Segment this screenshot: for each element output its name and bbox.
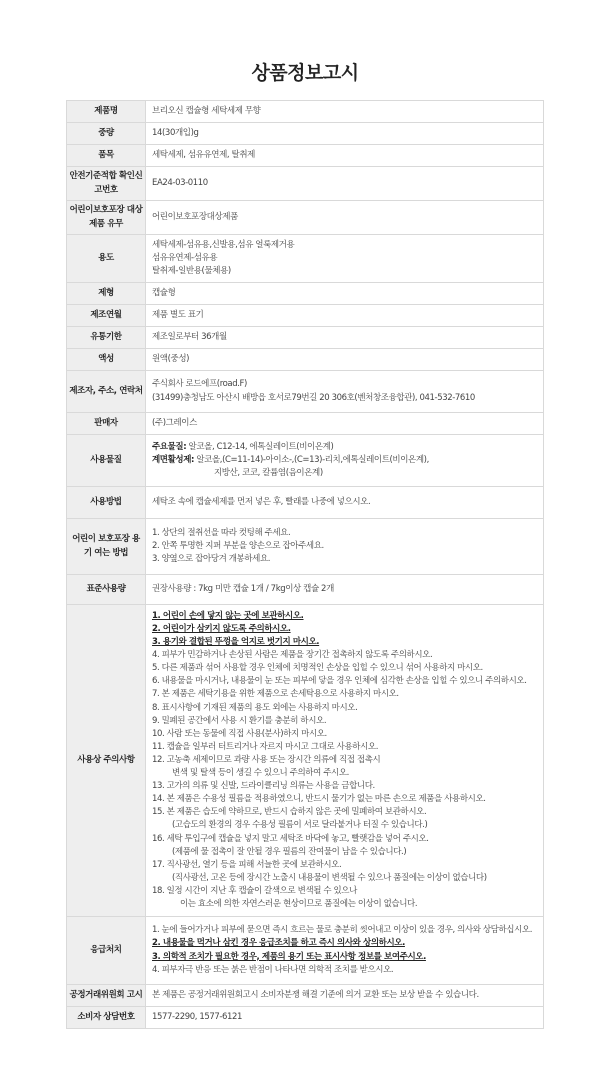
row-label-caution: 사용상 주의사항 xyxy=(67,605,146,917)
row-label-name: 제품명 xyxy=(67,101,146,123)
caution-line: 12. 고농축 세제이므로 과량 사용 또는 장시간 의류에 직접 접촉시 xyxy=(152,754,381,765)
row-label-substance: 사용물질 xyxy=(67,435,146,487)
table-row xyxy=(67,201,544,235)
first-aid-line: 1. 눈에 들어가거나 피부에 묻으면 즉시 흐르는 물로 충분히 씻어내고 이상이 있을 경우, 의사와 상담하십시오. xyxy=(152,925,533,936)
row-label-usage: 용도 xyxy=(67,235,146,283)
caution-line: 10. 사람 또는 동물에 직접 사용(분사)하지 마시오. xyxy=(152,728,327,739)
caution-line: 6. 내용물을 마시거나, 내용물이 눈 또는 피부에 닿을 경우 인체에 심각한 손상을 입힐 수 있으니 주의하시오. xyxy=(152,676,527,687)
row-value-substance xyxy=(146,435,544,487)
row-label-color: 액성 xyxy=(67,349,146,371)
substance-surf-key: 계면활성제: xyxy=(152,454,195,465)
row-value-name: 브리오신 캡슐형 세탁세제 무향 xyxy=(146,101,544,123)
row-label-seller: 판매자 xyxy=(67,413,146,435)
caution-line: (제품에 물 접촉이 잘 안될 경우 필름의 잔여물이 남을 수 있습니다.) xyxy=(172,846,407,857)
table-row xyxy=(67,123,544,145)
maker-line: (31499)충청남도 아산시 배방읍 호서로79번길 20 306호(벤처창조융합관), 041-532-7610 xyxy=(152,392,475,403)
substance-surf-line xyxy=(152,454,543,467)
table-row xyxy=(67,487,544,519)
row-value-weight: 14(30개입)g xyxy=(146,123,544,145)
caution-line: 18. 일정 시간이 지난 후 캡슐이 갈색으로 변색될 수 있으나 xyxy=(152,885,357,896)
caution-line: 11. 캡슐을 일부러 터트리거나 자르지 마시고 그대로 사용하시오. xyxy=(152,741,379,752)
table-row xyxy=(67,519,544,575)
row-label-open: 어린이 보호포장 용기 여는 방법 xyxy=(67,519,146,575)
row-value-color: 원액(중성) xyxy=(146,349,544,371)
caution-line: 16. 세탁 투입구에 캡슐을 넣지 말고 세탁조 바닥에 놓고, 빨랫감을 넣어 주시오. xyxy=(152,833,429,844)
maker-line: 주식회사 로드에프(road.F) xyxy=(152,379,247,390)
row-value-form: 캡슐형 xyxy=(146,283,544,305)
row-value-maker xyxy=(146,371,544,413)
row-label-method: 사용방법 xyxy=(67,487,146,519)
row-label-form: 제형 xyxy=(67,283,146,305)
page-title: 상품정보고시 xyxy=(251,62,359,84)
caution-line: (고습도의 환경의 경우 수용성 필름이 서로 달라붙거나 터질 수 있습니다.) xyxy=(172,820,428,831)
row-label-ftc: 공정거래위원회 고시 xyxy=(67,985,146,1007)
table-row xyxy=(67,575,544,605)
table-row xyxy=(67,167,544,201)
row-label-category: 품목 xyxy=(67,145,146,167)
caution-line: 8. 표시사항에 기재된 제품의 용도 외에는 사용하지 마시오. xyxy=(152,702,358,713)
row-value-ftc: 본 제품은 공정거래위원회고시 소비자분쟁 해결 기준에 의거 교환 또는 보상 받을 수 있습니다. xyxy=(146,985,544,1007)
row-value-usage xyxy=(146,235,544,283)
usage-line: 세탁세제-섬유용,신발용,섬유 얼룩제거용 xyxy=(152,239,295,250)
row-value-expiry: 제조일로부터 36개월 xyxy=(146,327,544,349)
first-aid-bold-line: 3. 의학적 조치가 필요한 경우, 제품의 용기 또는 표시사항 정보를 보여주시오. xyxy=(152,951,426,962)
row-value-safety: EA24-03-0110 xyxy=(146,167,544,201)
row-value-mfg-date: 제품 별도 표기 xyxy=(146,305,544,327)
open-line: 1. 상단의 절취선을 따라 컷팅해 주세요. xyxy=(152,527,291,538)
table-row xyxy=(67,235,544,283)
table-row xyxy=(67,605,544,917)
caution-line: 변색 및 탈색 등이 생길 수 있으니 주의하여 주시오. xyxy=(172,768,349,779)
table-row xyxy=(67,435,544,487)
row-value-first-aid xyxy=(146,917,544,985)
substance-surf-cont: 지방산, 코코, 칼륨염(음이온계) xyxy=(214,468,323,479)
caution-line: 14. 본 제품은 수용성 필름을 적용하였으니, 반드시 물기가 없는 마른 손으로 제품을 사용하시오. xyxy=(152,794,486,805)
row-label-safety: 안전기준적합 확인신고번호 xyxy=(67,167,146,201)
table-row xyxy=(67,413,544,435)
caution-line: 4. 피부가 민감하거나 손상된 사람은 제품을 장기간 접촉하지 않도록 주의하시오. xyxy=(152,650,433,661)
caution-line: 9. 밀폐된 공간에서 사용 시 환기를 충분히 하시오. xyxy=(152,715,327,726)
table-row xyxy=(67,327,544,349)
caution-bold-line: 2. 어린이가 삼키지 않도록 주의하시오. xyxy=(152,624,291,635)
substance-main-line xyxy=(152,441,543,454)
row-label-consult: 소비자 상담번호 xyxy=(67,1007,146,1029)
product-info-table xyxy=(66,100,544,1029)
row-label-dose: 표준사용량 xyxy=(67,575,146,605)
first-aid-bold-line: 2. 내용물을 먹거나 삼킨 경우 응급조치를 하고 즉시 의사와 상의하시오. xyxy=(152,938,405,949)
table-row xyxy=(67,305,544,327)
caution-bold-line: 3. 용기와 결합된 뚜껑을 억지로 벗기지 마시오. xyxy=(152,637,320,648)
row-label-weight: 중량 xyxy=(67,123,146,145)
row-label-first-aid: 응급처치 xyxy=(67,917,146,985)
table-row xyxy=(67,985,544,1007)
caution-line: 15. 본 제품은 습도에 약하므로, 반드시 습하지 않은 곳에 밀폐하여 보관하시오. xyxy=(152,807,427,818)
row-label-mfg-date: 제조연월 xyxy=(67,305,146,327)
substance-main-value: 알코올, C12-14, 에톡실레이트(비이온계) xyxy=(186,441,334,452)
table-row xyxy=(67,371,544,413)
open-line: 2. 안쪽 투명한 지퍼 부분을 양손으로 잡아주세요. xyxy=(152,540,324,551)
substance-surf-value: 알코올,(C=11-14)-아이소-,(C=13)-리치,에톡실레이트(비이온계), xyxy=(194,454,429,465)
usage-line: 탈취제-일반용(물체용) xyxy=(152,266,231,277)
row-value-dose: 권장사용량 : 7kg 미만 캡슐 1개 / 7kg이상 캡슐 2개 xyxy=(146,575,544,605)
row-value-method: 세탁조 속에 캡슐세제를 먼저 넣은 후, 빨래를 나중에 넣으시오. xyxy=(146,487,544,519)
table-row xyxy=(67,349,544,371)
caution-bold-line: 1. 어린이 손에 닿지 않는 곳에 보관하시오. xyxy=(152,610,304,621)
caution-line: 이는 효소에 의한 자연스러운 현상이므로 품질에는 이상이 없습니다. xyxy=(180,898,418,909)
row-value-category: 세탁세제, 섬유유연제, 탈취제 xyxy=(146,145,544,167)
row-label-expiry: 유통기한 xyxy=(67,327,146,349)
table-row xyxy=(67,101,544,123)
row-value-consult: 1577-2290, 1577-6121 xyxy=(146,1007,544,1029)
row-label-child: 어린이보호포장 대상 제품 유무 xyxy=(67,201,146,235)
caution-line: 7. 본 제품은 세탁기용을 위한 제품으로 손세탁용으로 사용하지 마시오. xyxy=(152,689,399,700)
caution-line: 5. 다른 제품과 섞어 사용할 경우 인체에 치명적인 손상을 입힐 수 있으니 섞어 사용하지 마시오. xyxy=(152,663,483,674)
open-line: 3. 양옆으로 잡아당겨 개봉하세요. xyxy=(152,554,271,565)
table-row xyxy=(67,917,544,985)
row-value-open xyxy=(146,519,544,575)
table-row xyxy=(67,145,544,167)
row-value-seller: (주)그레이스 xyxy=(146,413,544,435)
row-label-maker: 제조자, 주소, 연락처 xyxy=(67,371,146,413)
usage-line: 섬유유연제-섬유용 xyxy=(152,252,218,263)
caution-line: (직사광선, 고온 등에 장시간 노출시 내용물이 변색될 수 있으나 품질에는 이상이 없습니다) xyxy=(172,872,487,883)
row-value-caution xyxy=(146,605,544,917)
table-row xyxy=(67,1007,544,1029)
caution-line: 13. 고가의 의류 및 신발, 드라이클리닝 의류는 사용을 금합니다. xyxy=(152,781,375,792)
substance-main-key: 주요물질: xyxy=(152,441,187,452)
table-row xyxy=(67,283,544,305)
first-aid-line: 4. 피부자극 반응 또는 붉은 반점이 나타나면 의학적 조치를 받으시오. xyxy=(152,964,394,975)
row-value-child: 어린이보호포장대상제품 xyxy=(146,201,544,235)
caution-line: 17. 직사광선, 열기 등을 피해 서늘한 곳에 보관하시오. xyxy=(152,859,342,870)
